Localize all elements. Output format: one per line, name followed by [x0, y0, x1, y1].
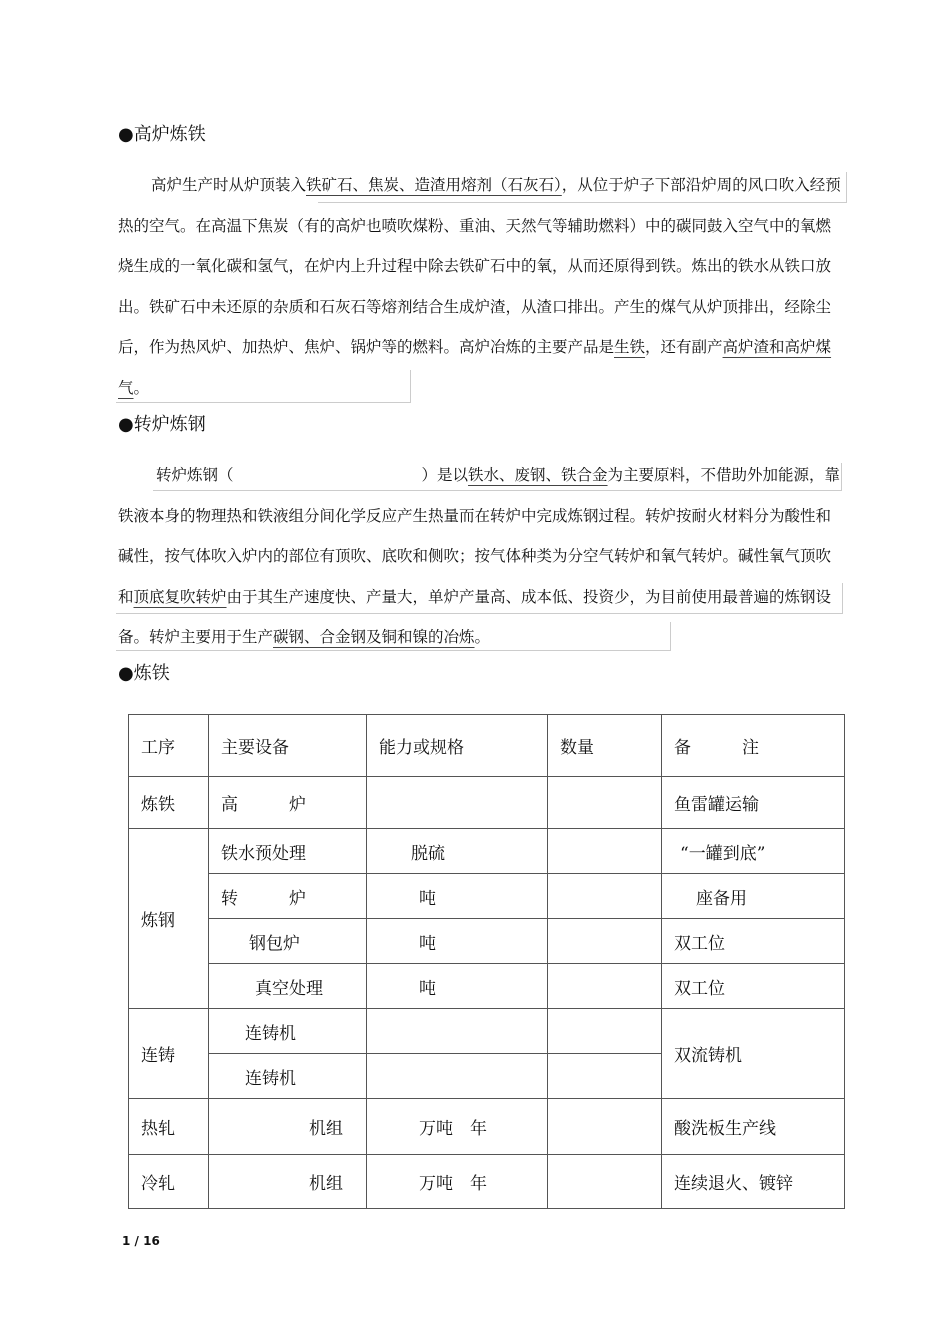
text: 。 [133, 378, 150, 397]
note-cell: 双工位 [662, 964, 845, 1009]
equipment-table [128, 714, 845, 1209]
process-cell: 冷轧 [129, 1155, 209, 1209]
equipment-cell: 高 炉 [209, 777, 367, 829]
table-row [129, 964, 845, 1009]
table-row [129, 874, 845, 919]
capacity-cell [367, 1054, 548, 1099]
process-cell: 炼钢 [129, 829, 209, 1009]
text: 为主要原料，不借助外加能源，靠铁液本身的物理热和铁液组分间化学反应产生热量而在转炉中完成炼钢过程。转炉按耐火材料分为酸性和碱性，按气体吹入炉内的部位有顶吹、底吹和侧吹；按气体种类为分空气转炉和氧气转炉。碱性氧气顶吹和 [118, 466, 841, 606]
capacity-cell: 吨 [367, 874, 548, 919]
note-cell: 双工位 [662, 919, 845, 964]
text: ，还有副产 [645, 338, 723, 356]
quantity-cell [548, 1009, 662, 1054]
quantity-cell [548, 964, 662, 1009]
table-row [129, 1009, 845, 1054]
table-row [129, 777, 845, 829]
process-cell: 炼铁 [129, 777, 209, 829]
underlined-text: 铁矿石、焦炭、造渣用熔剂（石灰石） [306, 176, 562, 194]
table-row [129, 1155, 845, 1209]
header-cell: 数量 [548, 715, 662, 777]
equipment-cell: 机组 [209, 1155, 367, 1209]
capacity-cell: 万吨 年 [367, 1099, 548, 1155]
equipment-cell: 连铸机 [209, 1009, 367, 1054]
equipment-cell: 钢包炉 [209, 919, 367, 964]
equipment-cell: 转 炉 [209, 874, 367, 919]
underlined-text: 生铁 [614, 338, 646, 356]
equipment-cell: 铁水预处理 [209, 829, 367, 874]
equipment-cell: 连铸机 [209, 1054, 367, 1099]
table-row [129, 1099, 845, 1155]
text: ）是以 [421, 466, 469, 484]
text: 高炉生产时从炉顶装入 [151, 176, 307, 194]
table-header-row [129, 715, 845, 777]
table-row [129, 829, 845, 874]
header-cell: 能力或规格 [367, 715, 548, 777]
section-heading-converter: ●转炉炼钢 [118, 414, 206, 435]
quantity-cell [548, 1054, 662, 1099]
capacity-cell: 吨 [367, 964, 548, 1009]
header-cell: 工序 [129, 715, 209, 777]
text: 。 [474, 628, 491, 646]
underlined-text: 顶底复吹转炉 [133, 587, 227, 606]
page-number: 1 / 16 [122, 1234, 160, 1248]
note-cell: “一罐到底” [662, 829, 845, 874]
note-cell: 座备用 [662, 874, 845, 919]
equipment-cell: 真空处理 [209, 964, 367, 1009]
capacity-cell: 脱硫 [367, 829, 548, 874]
process-cell: 热轧 [129, 1099, 209, 1155]
header-cell: 备 注 [662, 715, 845, 777]
underlined-text: 铁水、废钢、铁合金 [468, 466, 608, 484]
text: ，从位于炉子下部沿炉周的风口吹入经预热的空气。在高温下焦炭（有的高炉也喷吹煤粉、重油、天然气等辅助燃料）中的碳同鼓入空气中的氧燃烧生成的一氧化碳和氢气，在炉内上升过程中除去铁矿石中的氧，从而还原得到铁。炼出的铁水从铁口放出。铁矿石中未还原的杂质和石灰石等熔剂结合生成炉渣，从渣口排出。产生的煤气从炉顶排出，经除尘后，作为热风炉、加热炉、焦炉、锅炉等的燃料。高炉冶炼的主要产品是 [118, 176, 841, 356]
capacity-cell [367, 777, 548, 829]
text: 转炉炼钢（ [156, 466, 234, 484]
paragraph-converter [118, 455, 846, 658]
note-cell: 双流铸机 [662, 1009, 845, 1099]
underlined-text: 高炉渣和高炉煤气 [118, 338, 832, 397]
text: 由于其生产速度快、产量大，单炉产量高、成本低、投资少，为目前使用最普遍的炼钢设备。转炉主要用于生产 [118, 587, 832, 646]
capacity-cell [367, 1009, 548, 1054]
note-cell: 连续退火、镀锌 [662, 1155, 845, 1209]
note-cell: 酸洗板生产线 [662, 1099, 845, 1155]
quantity-cell [548, 777, 662, 829]
capacity-cell: 万吨 年 [367, 1155, 548, 1209]
equipment-cell: 机组 [209, 1099, 367, 1155]
quantity-cell [548, 874, 662, 919]
section-heading-ironmaking: ●炼铁 [118, 663, 170, 684]
quantity-cell [548, 1099, 662, 1155]
underlined-text: 碳钢、合金钢及铜和镍的冶炼 [273, 628, 475, 646]
capacity-cell: 吨 [367, 919, 548, 964]
quantity-cell [548, 919, 662, 964]
note-cell: 鱼雷罐运输 [662, 777, 845, 829]
quantity-cell [548, 1155, 662, 1209]
paragraph-blast-furnace [118, 165, 846, 408]
table-row [129, 919, 845, 964]
section-heading-blast-furnace: ●高炉炼铁 [118, 124, 206, 145]
process-cell: 连铸 [129, 1009, 209, 1099]
header-cell: 主要设备 [209, 715, 367, 777]
quantity-cell [548, 829, 662, 874]
